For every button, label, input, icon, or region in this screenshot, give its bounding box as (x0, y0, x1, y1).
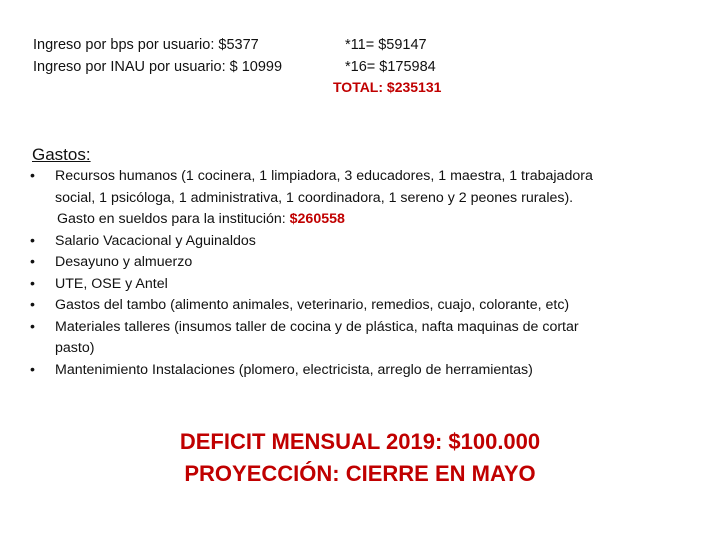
bullet-icon: • (30, 254, 35, 270)
bullet-icon: • (30, 232, 35, 249)
bullet-icon: • (30, 318, 35, 335)
salary-label: Gasto en sueldos para la institución: (57, 211, 290, 227)
bullet-icon: • (30, 297, 35, 313)
expense-line: Mantenimiento Instalaciones (plomero, electricista, arreglo de herramientas) (55, 361, 533, 378)
expense-line: Recursos humanos (1 cocinera, 1 limpiadora, 3 educadores, 1 maestra, 1 trabajadora (55, 168, 593, 184)
bullet-icon: • (30, 361, 35, 378)
expense-line: UTE, OSE y Antel (55, 275, 168, 292)
list-item (30, 231, 690, 253)
bullet-icon: • (30, 168, 35, 184)
list-item (30, 274, 690, 296)
list-item (30, 252, 690, 274)
list-item (30, 295, 690, 317)
income-total: TOTAL: $235131 (333, 79, 442, 95)
expense-line: Desayuno y almuerzo (55, 254, 193, 270)
income-inau-calc: *16= $175984 (345, 59, 436, 75)
income-inau-label: Ingreso por INAU por usuario: $ 10999 (33, 59, 283, 75)
expense-line: Materiales talleres (insumos taller de cocina y de plástica, nafta maquinas de cortar (55, 318, 579, 335)
expense-line: social, 1 psicóloga, 1 administrativa, 1 coordinadora, 1 sereno y 2 peones rurales). (55, 189, 574, 206)
expense-line: Gastos del tambo (alimento animales, veterinario, remedios, cuajo, colorante, etc) (55, 297, 570, 313)
bullet-icon: • (30, 275, 35, 292)
list-item (30, 317, 690, 360)
list-item (30, 360, 690, 382)
expense-line (55, 209, 690, 231)
expense-line: pasto) (55, 340, 95, 356)
salary-amount: $260558 (289, 211, 345, 227)
deficit-heading: DEFICIT MENSUAL 2019: $100.000 (179, 429, 541, 454)
expense-list (30, 166, 690, 381)
list-item (30, 166, 690, 231)
projection-heading: PROYECCIÓN: CIERRE EN MAYO (184, 461, 536, 486)
expense-line: Salario Vacacional y Aguinaldos (55, 232, 256, 249)
gastos-title: Gastos: (32, 145, 91, 164)
income-bps-calc: *11= $59147 (345, 37, 427, 53)
income-bps-label: Ingreso por bps por usuario: $5377 (33, 37, 259, 53)
